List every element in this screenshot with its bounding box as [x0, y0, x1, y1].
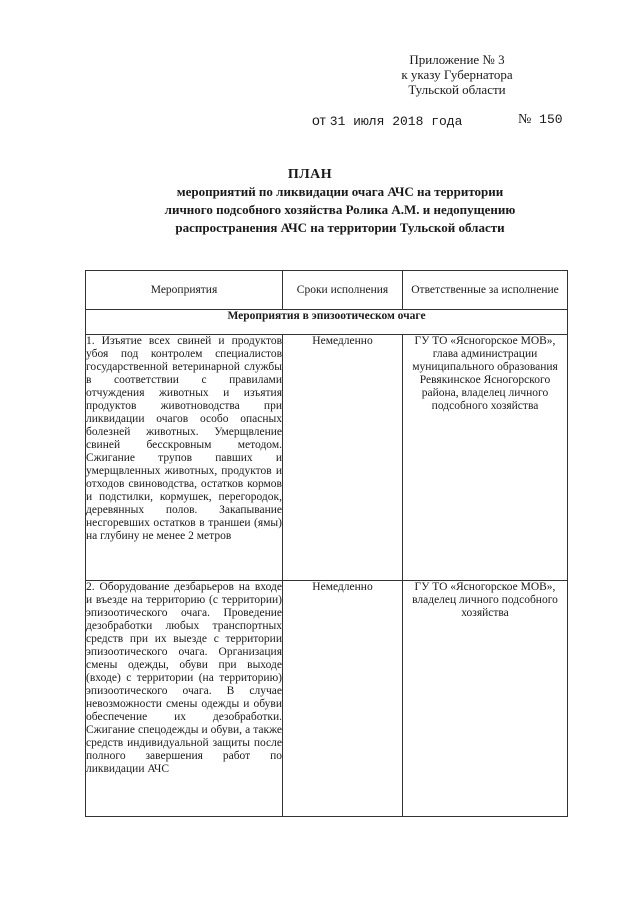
- table-row: [86, 581, 568, 817]
- plan-title: ПЛАН: [287, 167, 333, 182]
- deadline-cell: Немедленно: [283, 581, 403, 817]
- section-row: [86, 310, 568, 335]
- order-number-value: 150: [539, 112, 563, 127]
- plan-subtitle-line-2: личного подсобного хозяйства Ролика А.М. и недопущению: [164, 202, 516, 217]
- plan-table: [85, 270, 568, 817]
- appendix-line-1: Приложение № 3: [409, 52, 505, 67]
- order-date-prefix: от: [312, 112, 326, 128]
- order-number-symbol: №: [518, 112, 532, 127]
- plan-subtitle: [70, 183, 610, 237]
- action-cell: 2. Оборудование дезбарьеров на входе и въезде на территорию (с территории) эпизоотического очага. Проведение дезобработки любых транспортных средств при их выезде с территории эпизоотического очага. Организация смены одежды, обуви при выходе (входе) с территории (на территорию) эпизоотического очага. В случае невозможности смены одежды и обуви обеспечение их дезобработки. Сжигание спецодежды и обуви, а также средств индивидуальной защиты после полного завершения работ по ликвидации АЧС: [86, 581, 283, 817]
- table-header-row: [86, 271, 568, 310]
- table-row: [86, 335, 568, 581]
- header-actions: Мероприятия: [86, 271, 283, 310]
- action-cell: 1. Изъятие всех свиней и продуктов убоя под контролем специалистов государственной ветеринарной службы в соответствии с правилами отчуждения животных и изъятия продуктов животноводства при ликвидации очагов особо опасных болезней животных. Умерщвление свиней бесскровным методом. Сжигание трупов павших и умерщвленных животных, продуктов и отходов свиноводства, остатков кормов и подстилки, кормушек, перегородок, деревянных полов. Закапывание несгоревших остатков в траншеи (ямы) на глубину не менее 2 метров: [86, 335, 283, 581]
- deadline-cell: Немедленно: [283, 335, 403, 581]
- header-responsible: Ответственные за исполнение: [403, 271, 568, 310]
- order-date: [312, 112, 462, 130]
- appendix-block: [372, 52, 542, 97]
- responsible-cell: ГУ ТО «Ясногорское МОВ», глава администрации муниципального образования Ревякинское Ясногорского района, владелец личного подсобного хозяйства: [403, 335, 568, 581]
- plan-subtitle-line-1: мероприятий по ликвидации очага АЧС на территории: [176, 184, 504, 199]
- order-date-value: 31 июля 2018 года: [329, 114, 463, 129]
- appendix-line-3: Тульской области: [408, 82, 506, 97]
- appendix-line-2: к указу Губернатора: [401, 67, 513, 82]
- plan-subtitle-line-3: распространения АЧС на территории Тульской области: [175, 220, 505, 235]
- responsible-cell: ГУ ТО «Ясногорское МОВ», владелец личного подсобного хозяйства: [403, 581, 568, 817]
- header-deadline: Сроки исполнения: [283, 271, 403, 310]
- section-title: Мероприятия в эпизоотическом очаге: [86, 310, 568, 335]
- order-number: [518, 112, 563, 128]
